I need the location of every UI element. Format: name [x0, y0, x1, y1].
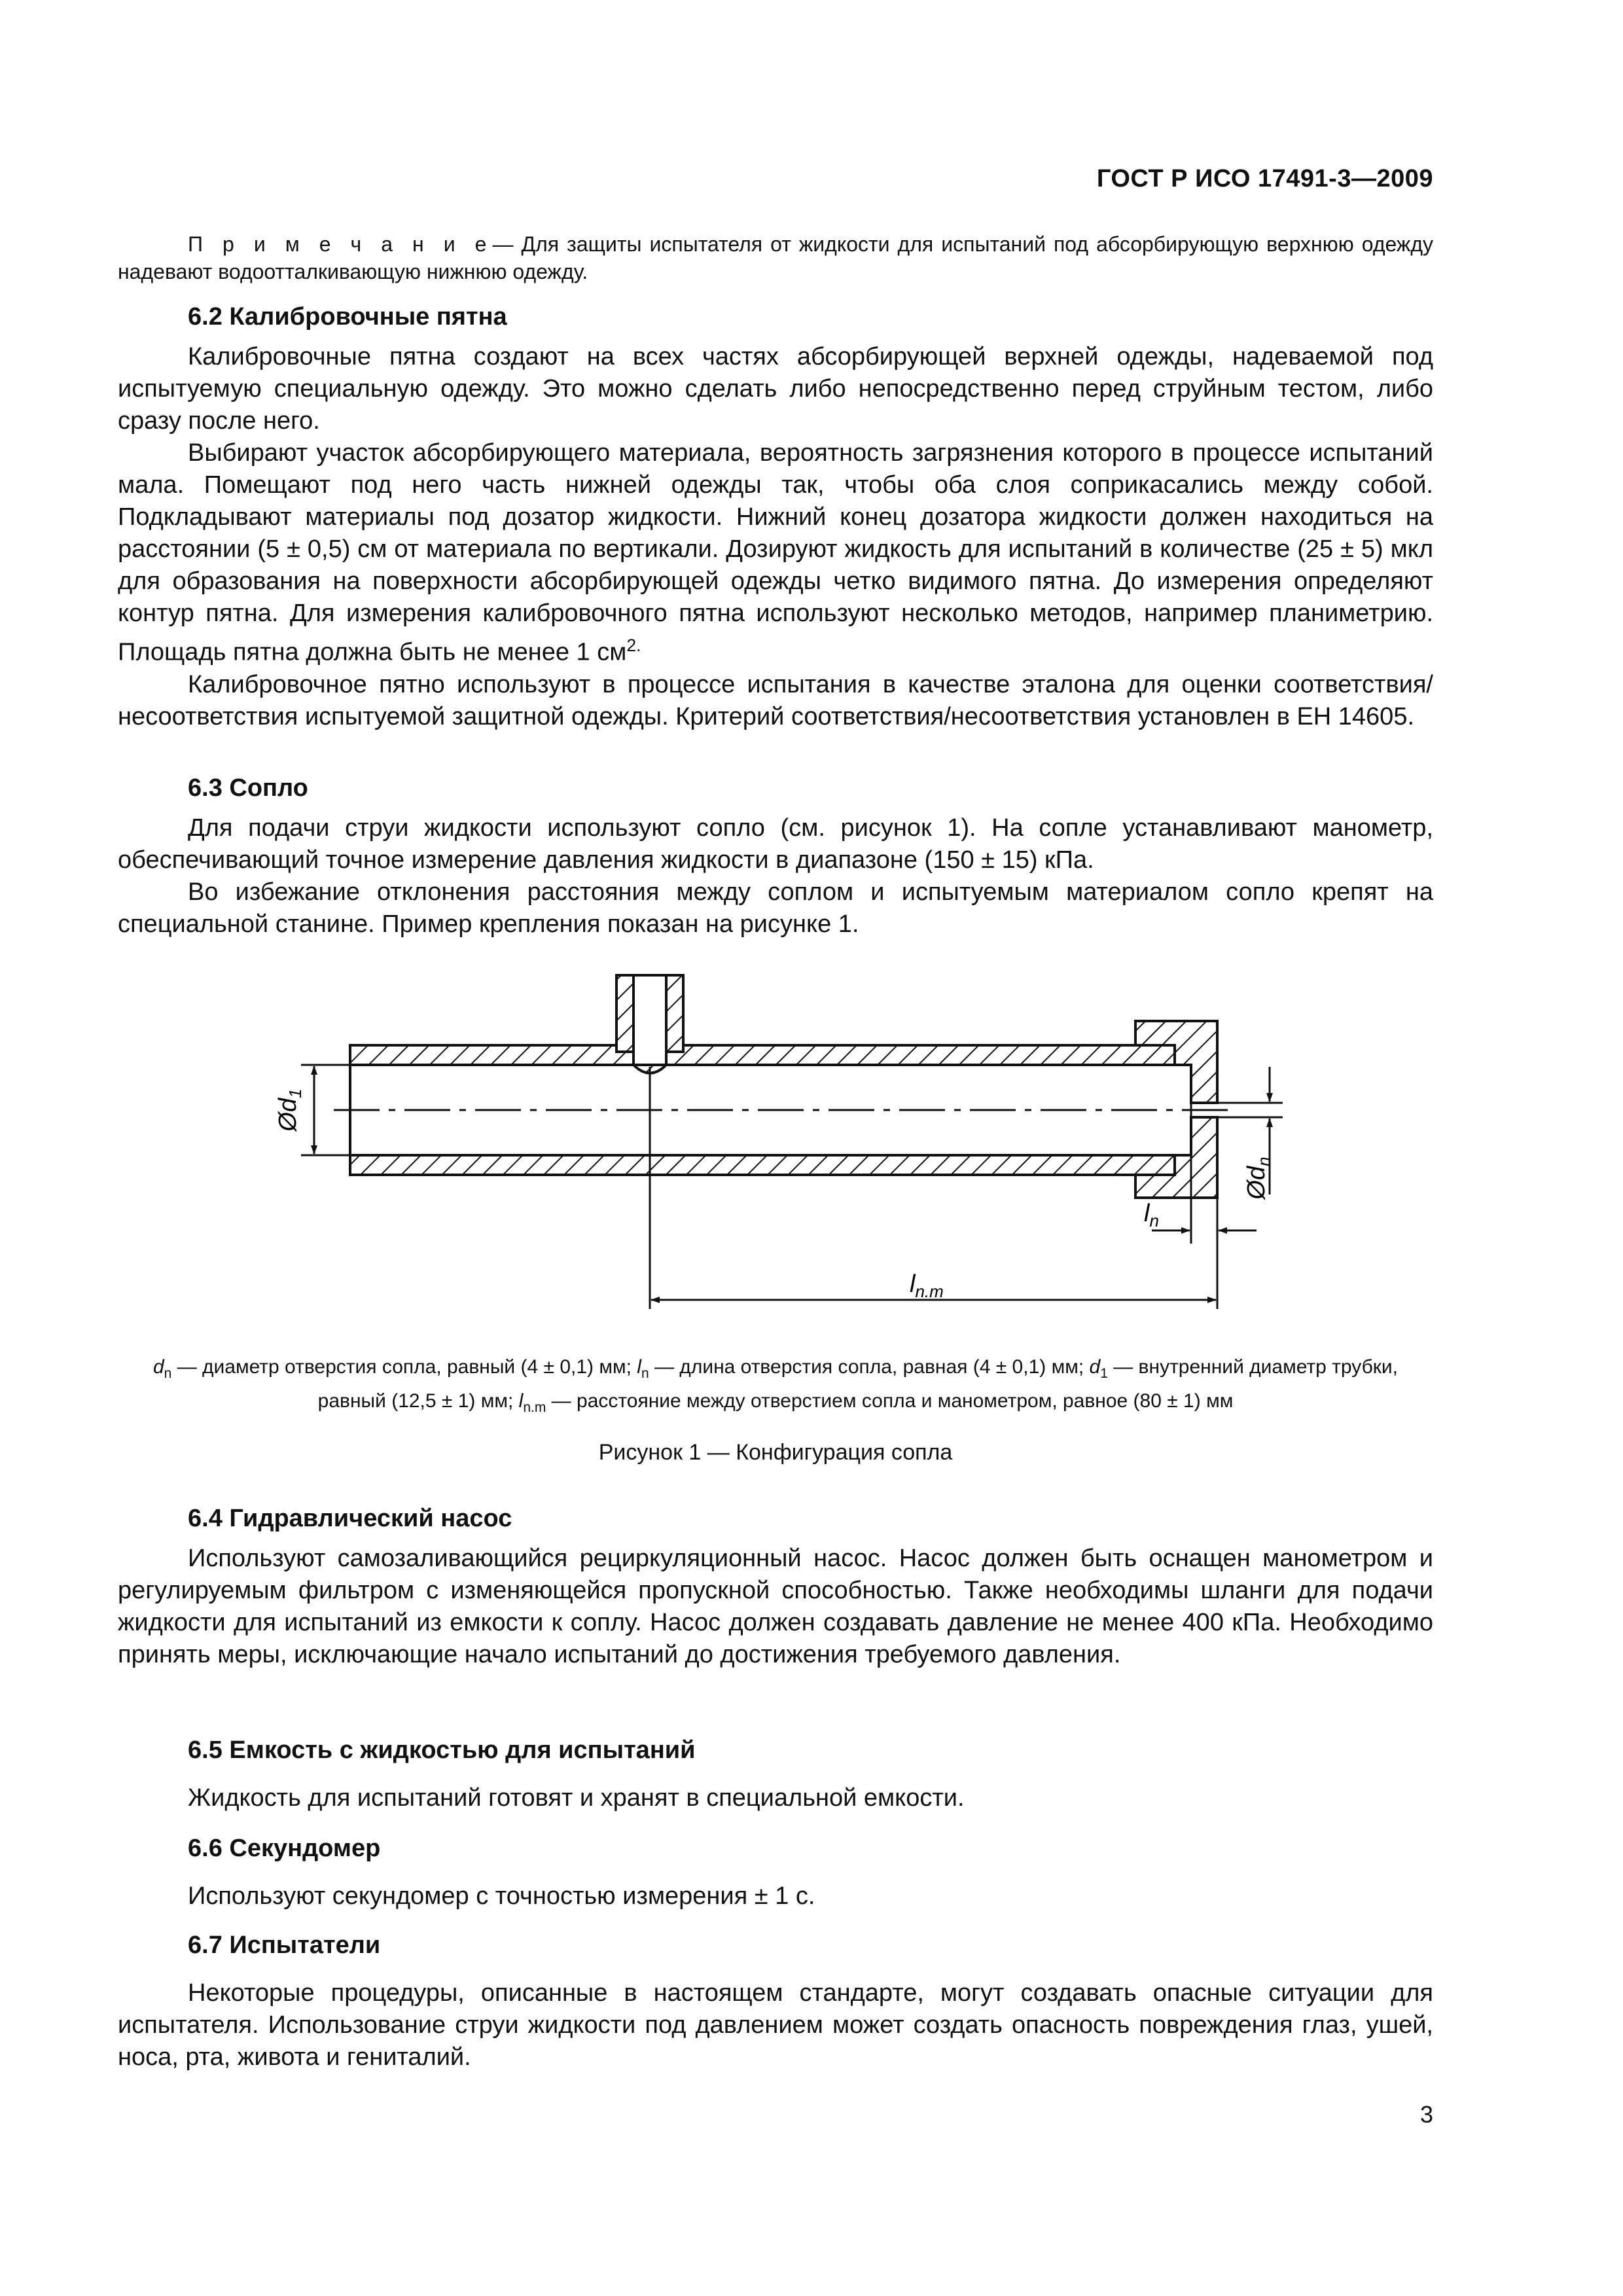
- paragraph: Используют самозаливающийся рециркуляционный насос. Насос должен быть оснащен манометром и регулируемым фильтром с изменяющейся пропускной способностью. Также необходимы шланги для подачи жидкости для испытаний из емкости к соплу. Насос должен создавать давление не менее 400 кПа. Необходимо принять меры, исключающие начало испытаний до достижения требуемого давления.: [118, 1545, 1433, 1668]
- figure-legend: [118, 1354, 1433, 1422]
- tube-top-wall: [350, 1045, 1175, 1073]
- section-title: 6.2 Калибровочные пятна: [188, 303, 507, 331]
- legend-sub: n: [164, 1366, 172, 1381]
- section-title: 6.5 Емкость с жидкостью для испытаний: [188, 1736, 696, 1764]
- legend-symbol: l: [518, 1390, 524, 1412]
- legend-text: — диаметр отверстия сопла, равный (4 ± 0,1) мм;: [171, 1356, 637, 1378]
- ln-sub: n: [1149, 1211, 1159, 1230]
- paragraph: Для подачи струи жидкости используют сопло (см. рисунок 1). На сопле устанавливают манометр, обеспечивающий точное измерение давления жидкости в диапазоне (150 ± 15) кПа.: [118, 814, 1433, 874]
- paragraph: Калибровочные пятна создают на всех частях абсорбирующей верхней одежды, надеваемой под испытуемую специальную одежду. Это можно сделать либо непосредственно перед струйным тестом, либо сразу после него.: [118, 343, 1433, 435]
- legend-sub: n: [641, 1366, 649, 1381]
- note-text: — Для защиты испытателя от жидкости для испытаний под абсорбирующую верхнюю одежду надевают водоотталкивающую нижнюю одежду.: [118, 232, 1434, 283]
- d1-sub: 1: [285, 1088, 305, 1098]
- standard-header: ГОСТ Р ИСО 17491-3—2009: [1096, 165, 1433, 192]
- legend-sub: n.m: [523, 1400, 546, 1415]
- note-block: [118, 230, 1433, 285]
- dn-label: [1243, 1157, 1274, 1200]
- section-6-5: [118, 1734, 1433, 1814]
- section-title: 6.4 Гидравлический насос: [188, 1505, 512, 1532]
- d1-label: [274, 1088, 305, 1132]
- legend-sub: 1: [1100, 1366, 1108, 1381]
- fitting-right-wall: [666, 975, 683, 1052]
- figure-caption: Рисунок 1 — Конфигурация сопла: [598, 1440, 953, 1465]
- lnm-sub: n.m: [915, 1282, 944, 1301]
- paragraph: [118, 437, 1433, 669]
- nozzle-drawing: [118, 969, 1433, 1335]
- section-6-2: [118, 301, 1433, 733]
- paragraph: Жидкость для испытаний готовят и хранят в специальной емкости.: [188, 1784, 965, 1812]
- tube-bottom-wall: [350, 1155, 1175, 1175]
- legend-text: — внутренний диаметр трубки, равный (12,5 ± 1) мм;: [317, 1356, 1399, 1412]
- paragraph-text: Выбирают участок абсорбирующего материала, вероятность загрязнения которого в процессе испытаний мала. Помещают под него часть нижней одежды так, чтобы оба слоя соприкасались между собой. Подкладывают материалы под дозатор жидкости. Нижний конец дозатора жидкости должен находиться на расстоянии (5 ± 0,5) см от материала по вертикали. Дозируют жидкость для испытаний в количестве (25 ± 5) мкл для образования на поверхности абсорбирующей одежды четко видимого пятна. До измерения определяют контур пятна. Для измерения калибровочного пятна используют несколько методов, например планиметрию. Площадь пятна должна быть не менее 1 см: [118, 439, 1433, 666]
- dn-main: Ød: [1243, 1166, 1270, 1200]
- section-6-7: [118, 1929, 1433, 2073]
- d1-main: Ød: [274, 1098, 302, 1132]
- legend-symbol: d: [1089, 1356, 1101, 1378]
- legend-symbol: d: [152, 1356, 164, 1378]
- section-title: 6.3 Сопло: [188, 774, 308, 802]
- section-6-3: [118, 772, 1433, 941]
- section-title: 6.6 Секундомер: [188, 1835, 381, 1862]
- legend-text: — длина отверстия сопла, равная (4 ± 0,1) мм;: [649, 1356, 1090, 1378]
- page-number: 3: [1419, 2101, 1433, 2128]
- paragraph: Во избежание отклонения расстояния между соплом и испытуемым материалом сопло крепят на специальной станине. Пример крепления показан на рисунке 1.: [118, 878, 1433, 938]
- note-label: П р и м е ч а н и е: [188, 232, 493, 256]
- ln-label: [1144, 1200, 1159, 1230]
- section-title: 6.7 Испытатели: [188, 1931, 381, 1959]
- superscript: 2.: [626, 636, 641, 655]
- section-6-4: [118, 1503, 1433, 1671]
- paragraph: Калибровочное пятно используют в процессе испытания в качестве эталона для оценки соответствия/несоответствия испытуемой защитной одежды. Критерий соответствия/несоответствия установлен в ЕН 14605.: [118, 670, 1433, 730]
- fitting-left-wall: [616, 975, 633, 1052]
- lnm-main: l: [910, 1270, 916, 1298]
- note-paragraph: [118, 230, 1433, 285]
- legend-text: — расстояние между отверстием сопла и манометром, равное (80 ± 1) мм: [546, 1390, 1234, 1412]
- dn-sub: n: [1254, 1157, 1274, 1166]
- paragraph: Используют секундомер с точностью измерения ± 1 с.: [188, 1882, 815, 1910]
- section-6-6: [118, 1833, 1433, 1912]
- lnm-label: [910, 1270, 944, 1301]
- ln-main: l: [1144, 1200, 1150, 1227]
- paragraph: Некоторые процедуры, описанные в настоящем стандарте, могут создавать опасные ситуации для испытателя. Использование струи жидкости под давлением может создать опасность повреждения глаз, ушей, носа, рта, живота и гениталий.: [118, 1979, 1433, 2071]
- legend-symbol: l: [637, 1356, 641, 1378]
